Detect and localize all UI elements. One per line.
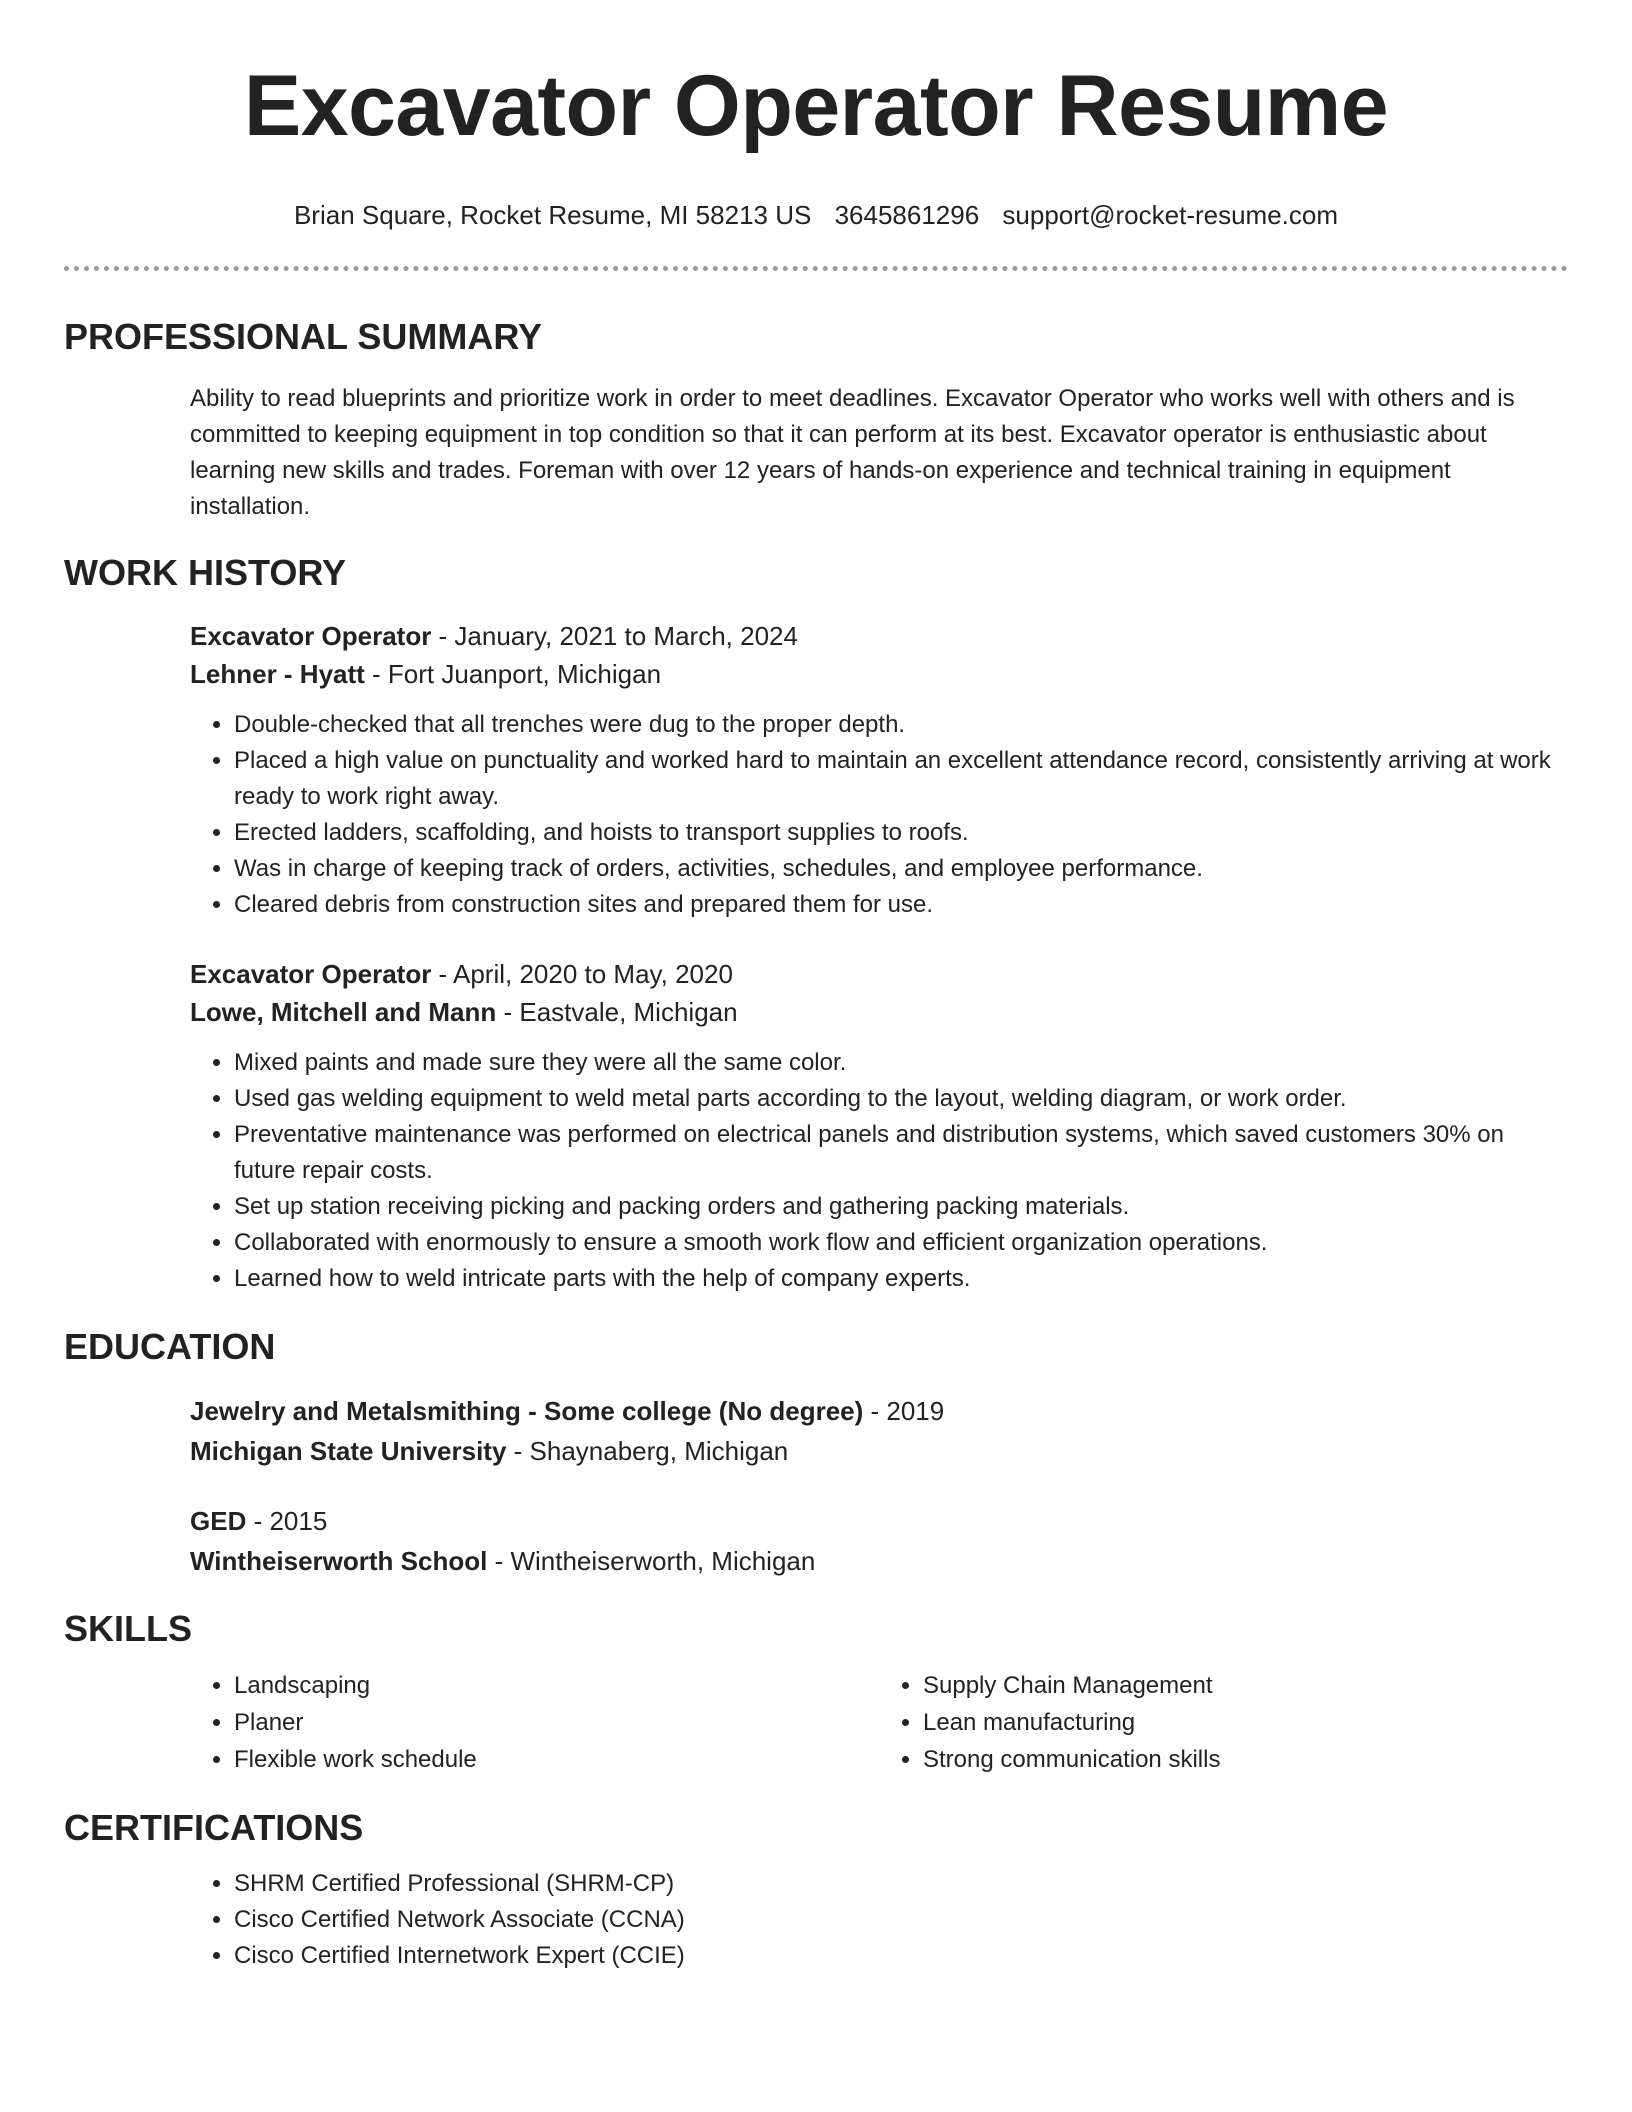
job-location: - Eastvale, Michigan — [496, 997, 738, 1027]
list-item: • Preventative maintenance was performed on electrical panels and distribution systems, which saved customers 30% on future repair costs. — [234, 1117, 1568, 1189]
education-entry — [64, 1391, 1568, 1471]
contact-email: support@rocket-resume.com — [1002, 200, 1339, 230]
skill-item: • Landscaping — [234, 1667, 879, 1704]
header-divider — [64, 266, 1568, 271]
job-role: Excavator Operator — [190, 621, 432, 651]
list-item: • Set up station receiving picking and packing orders and gathering packing materials. — [234, 1189, 1568, 1225]
skill-item: • Flexible work schedule — [234, 1741, 879, 1778]
contact-line — [64, 198, 1568, 232]
list-item: • Cleared debris from construction sites and prepared them for use. — [234, 887, 1568, 923]
list-item: • Was in charge of keeping track of orders, activities, schedules, and employee performance. — [234, 851, 1568, 887]
summary-heading: PROFESSIONAL SUMMARY — [64, 316, 543, 357]
job-dates: - January, 2021 to March, 2024 — [431, 621, 798, 651]
list-item: • Mixed paints and made sure they were all the same color. — [234, 1045, 1568, 1081]
education-year: - 2015 — [246, 1506, 328, 1536]
contact-phone: 3645861296 — [834, 200, 980, 230]
certifications-list — [190, 1866, 1568, 1974]
list-item: • Collaborated with enormously to ensure a smooth work flow and efficient organization operations. — [234, 1225, 1568, 1261]
education-school-line — [190, 1541, 1568, 1581]
job-company-line — [190, 655, 1568, 693]
education-degree: Jewelry and Metalsmithing - Some college (No degree) — [190, 1396, 864, 1426]
skill-item: • Planer — [234, 1704, 879, 1741]
certifications-heading: CERTIFICATIONS — [64, 1807, 364, 1848]
skill-item: • Supply Chain Management — [923, 1667, 1568, 1704]
summary-text: Ability to read blueprints and prioritize work in order to meet deadlines. Excavator Operator who works well with others and is committed to keeping equipment in top condition so that it can perform at its best. Excavator operator is enthusiastic about learning new skills and trades. Foreman with over 12 years of hands-on experience and technical training in equipment installation. — [190, 385, 1515, 520]
list-item: • Used gas welding equipment to weld metal parts according to the layout, welding diagram, or work order. — [234, 1081, 1568, 1117]
job-bullets — [190, 707, 1568, 923]
job-bullets — [190, 1045, 1568, 1297]
education-degree-line — [190, 1501, 1568, 1541]
contact-address: Brian Square, Rocket Resume, MI 58213 US — [293, 200, 812, 230]
job-entry — [64, 617, 1568, 923]
skill-item: • Strong communication skills — [923, 1741, 1568, 1778]
skills-column-left — [190, 1667, 879, 1778]
education-school-line — [190, 1431, 1568, 1471]
certification-item: • Cisco Certified Network Associate (CCNA) — [234, 1902, 1568, 1938]
education-heading: EDUCATION — [64, 1326, 276, 1367]
job-role-line — [190, 955, 1568, 993]
skills-column-right — [879, 1667, 1568, 1778]
skills-heading: SKILLS — [64, 1608, 193, 1649]
job-entry — [64, 955, 1568, 1297]
list-item: • Placed a high value on punctuality and worked hard to maintain an excellent attendance record, consistently arriving at work ready to work right away. — [234, 743, 1568, 815]
education-degree: GED — [190, 1506, 247, 1536]
list-item: • Erected ladders, scaffolding, and hoists to transport supplies to roofs. — [234, 815, 1568, 851]
certifications-block — [64, 1866, 1568, 1974]
resume-title: Excavator Operator Resume — [243, 58, 1389, 154]
skill-item: • Lean manufacturing — [923, 1704, 1568, 1741]
list-item: • Learned how to weld intricate parts with the help of company experts. — [234, 1261, 1568, 1297]
job-dates: - April, 2020 to May, 2020 — [431, 959, 733, 989]
job-location: - Fort Juanport, Michigan — [364, 659, 662, 689]
work-history-heading: WORK HISTORY — [64, 552, 347, 593]
education-entry — [64, 1501, 1568, 1581]
education-location: - Shaynaberg, Michigan — [506, 1436, 789, 1466]
education-school: Wintheiserworth School — [190, 1546, 488, 1576]
job-company: Lehner - Hyatt — [190, 659, 365, 689]
education-location: - Wintheiserworth, Michigan — [487, 1546, 816, 1576]
skills-grid — [64, 1667, 1568, 1778]
job-company-line — [190, 993, 1568, 1031]
certification-item: • SHRM Certified Professional (SHRM-CP) — [234, 1866, 1568, 1902]
education-degree-line — [190, 1391, 1568, 1431]
education-year: - 2019 — [863, 1396, 945, 1426]
job-role: Excavator Operator — [190, 959, 432, 989]
job-company: Lowe, Mitchell and Mann — [190, 997, 497, 1027]
list-item: • Double-checked that all trenches were dug to the proper depth. — [234, 707, 1568, 743]
job-role-line — [190, 617, 1568, 655]
certification-item: • Cisco Certified Internetwork Expert (CCIE) — [234, 1938, 1568, 1974]
education-school: Michigan State University — [190, 1436, 507, 1466]
